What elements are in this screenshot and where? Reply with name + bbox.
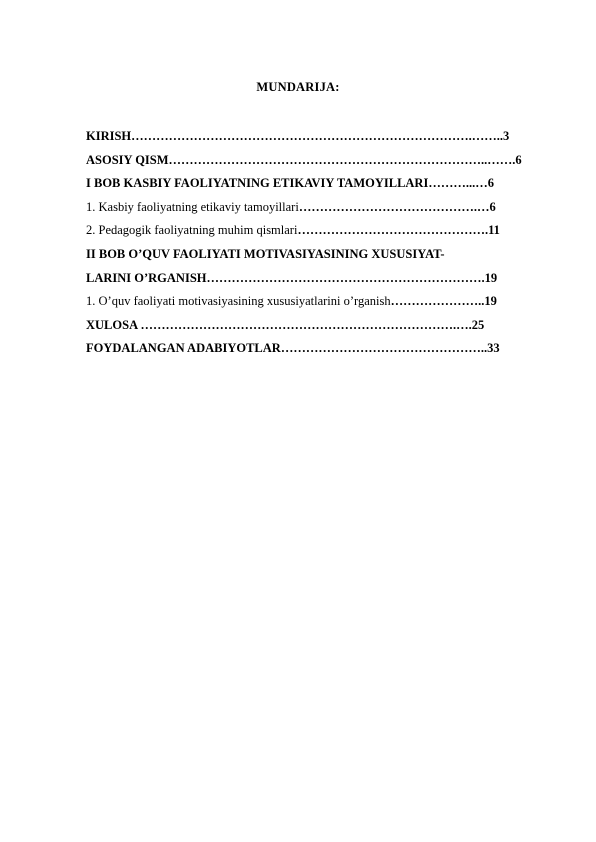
toc-entry: [86, 125, 556, 149]
toc-entry-text: 1. Kasbiy faoliyatning etikaviy tamoyillari: [86, 199, 299, 214]
toc-entry: [86, 337, 556, 361]
toc-entry-dots: …………………………………………………………………..…….: [168, 152, 516, 167]
toc-entry-dots: ………………………………………………………….: [206, 270, 485, 285]
toc-entry-page: 3: [503, 129, 510, 143]
toc-entry-text: XULOSA: [86, 317, 141, 332]
toc-entry-text: I BOB KASBIY FAOLIYATNING ETIKAVIY TAMOYILLARI: [86, 176, 429, 191]
toc-entry: [86, 172, 556, 196]
toc-entry: [86, 243, 556, 267]
toc-entry-dots: …………………………………….…: [298, 199, 490, 214]
toc-entry-dots: …………………………………………..: [280, 341, 488, 356]
table-of-contents: [86, 125, 556, 361]
toc-entry-page: 6: [489, 199, 496, 214]
toc-entry: [86, 290, 556, 314]
toc-entry-dots: ………...…: [428, 176, 488, 191]
toc-entry-dots: ……………………………………….: [297, 223, 489, 238]
toc-entry: [86, 219, 556, 243]
toc-entry: [86, 196, 556, 220]
toc-entry-page: 11: [488, 223, 500, 238]
toc-entry: [86, 149, 556, 173]
toc-entry: [86, 314, 556, 338]
toc-entry-page: 19: [484, 294, 497, 309]
page-title: MUNDARIJA:: [256, 80, 340, 94]
toc-entry-page: 19: [484, 270, 498, 285]
toc-entry-page: 6: [515, 152, 522, 167]
toc-entry-text: 2. Pedagogik faoliyatning muhim qismlari: [86, 223, 298, 238]
toc-entry-text: 1. O’quv faoliyati motivasiyasining xususiyatlarini o’rganish: [86, 294, 391, 309]
toc-entry-text: II BOB O’QUV FAOLIYATI MOTIVASIYASINING XUSUSIYAT-: [86, 246, 445, 261]
toc-entry-dots: ………………………………………………………………….….: [140, 317, 472, 332]
toc-entry: [86, 267, 556, 291]
toc-entry-text: ASOSIY QISM: [86, 152, 169, 167]
toc-entry-text: LARINI O’RGANISH: [86, 270, 207, 285]
toc-entry-dots: …………………..: [390, 294, 485, 309]
toc-entry-text: KIRISH: [86, 129, 132, 143]
toc-entry-page: 6: [487, 176, 494, 191]
toc-entry-page: 33: [487, 341, 500, 356]
toc-entry-dots: ……………………………………………………………………….……..: [131, 129, 504, 143]
toc-entry-page: 25: [471, 317, 485, 332]
toc-entry-text: FOYDALANGAN ADABIYOTLAR: [86, 341, 281, 356]
